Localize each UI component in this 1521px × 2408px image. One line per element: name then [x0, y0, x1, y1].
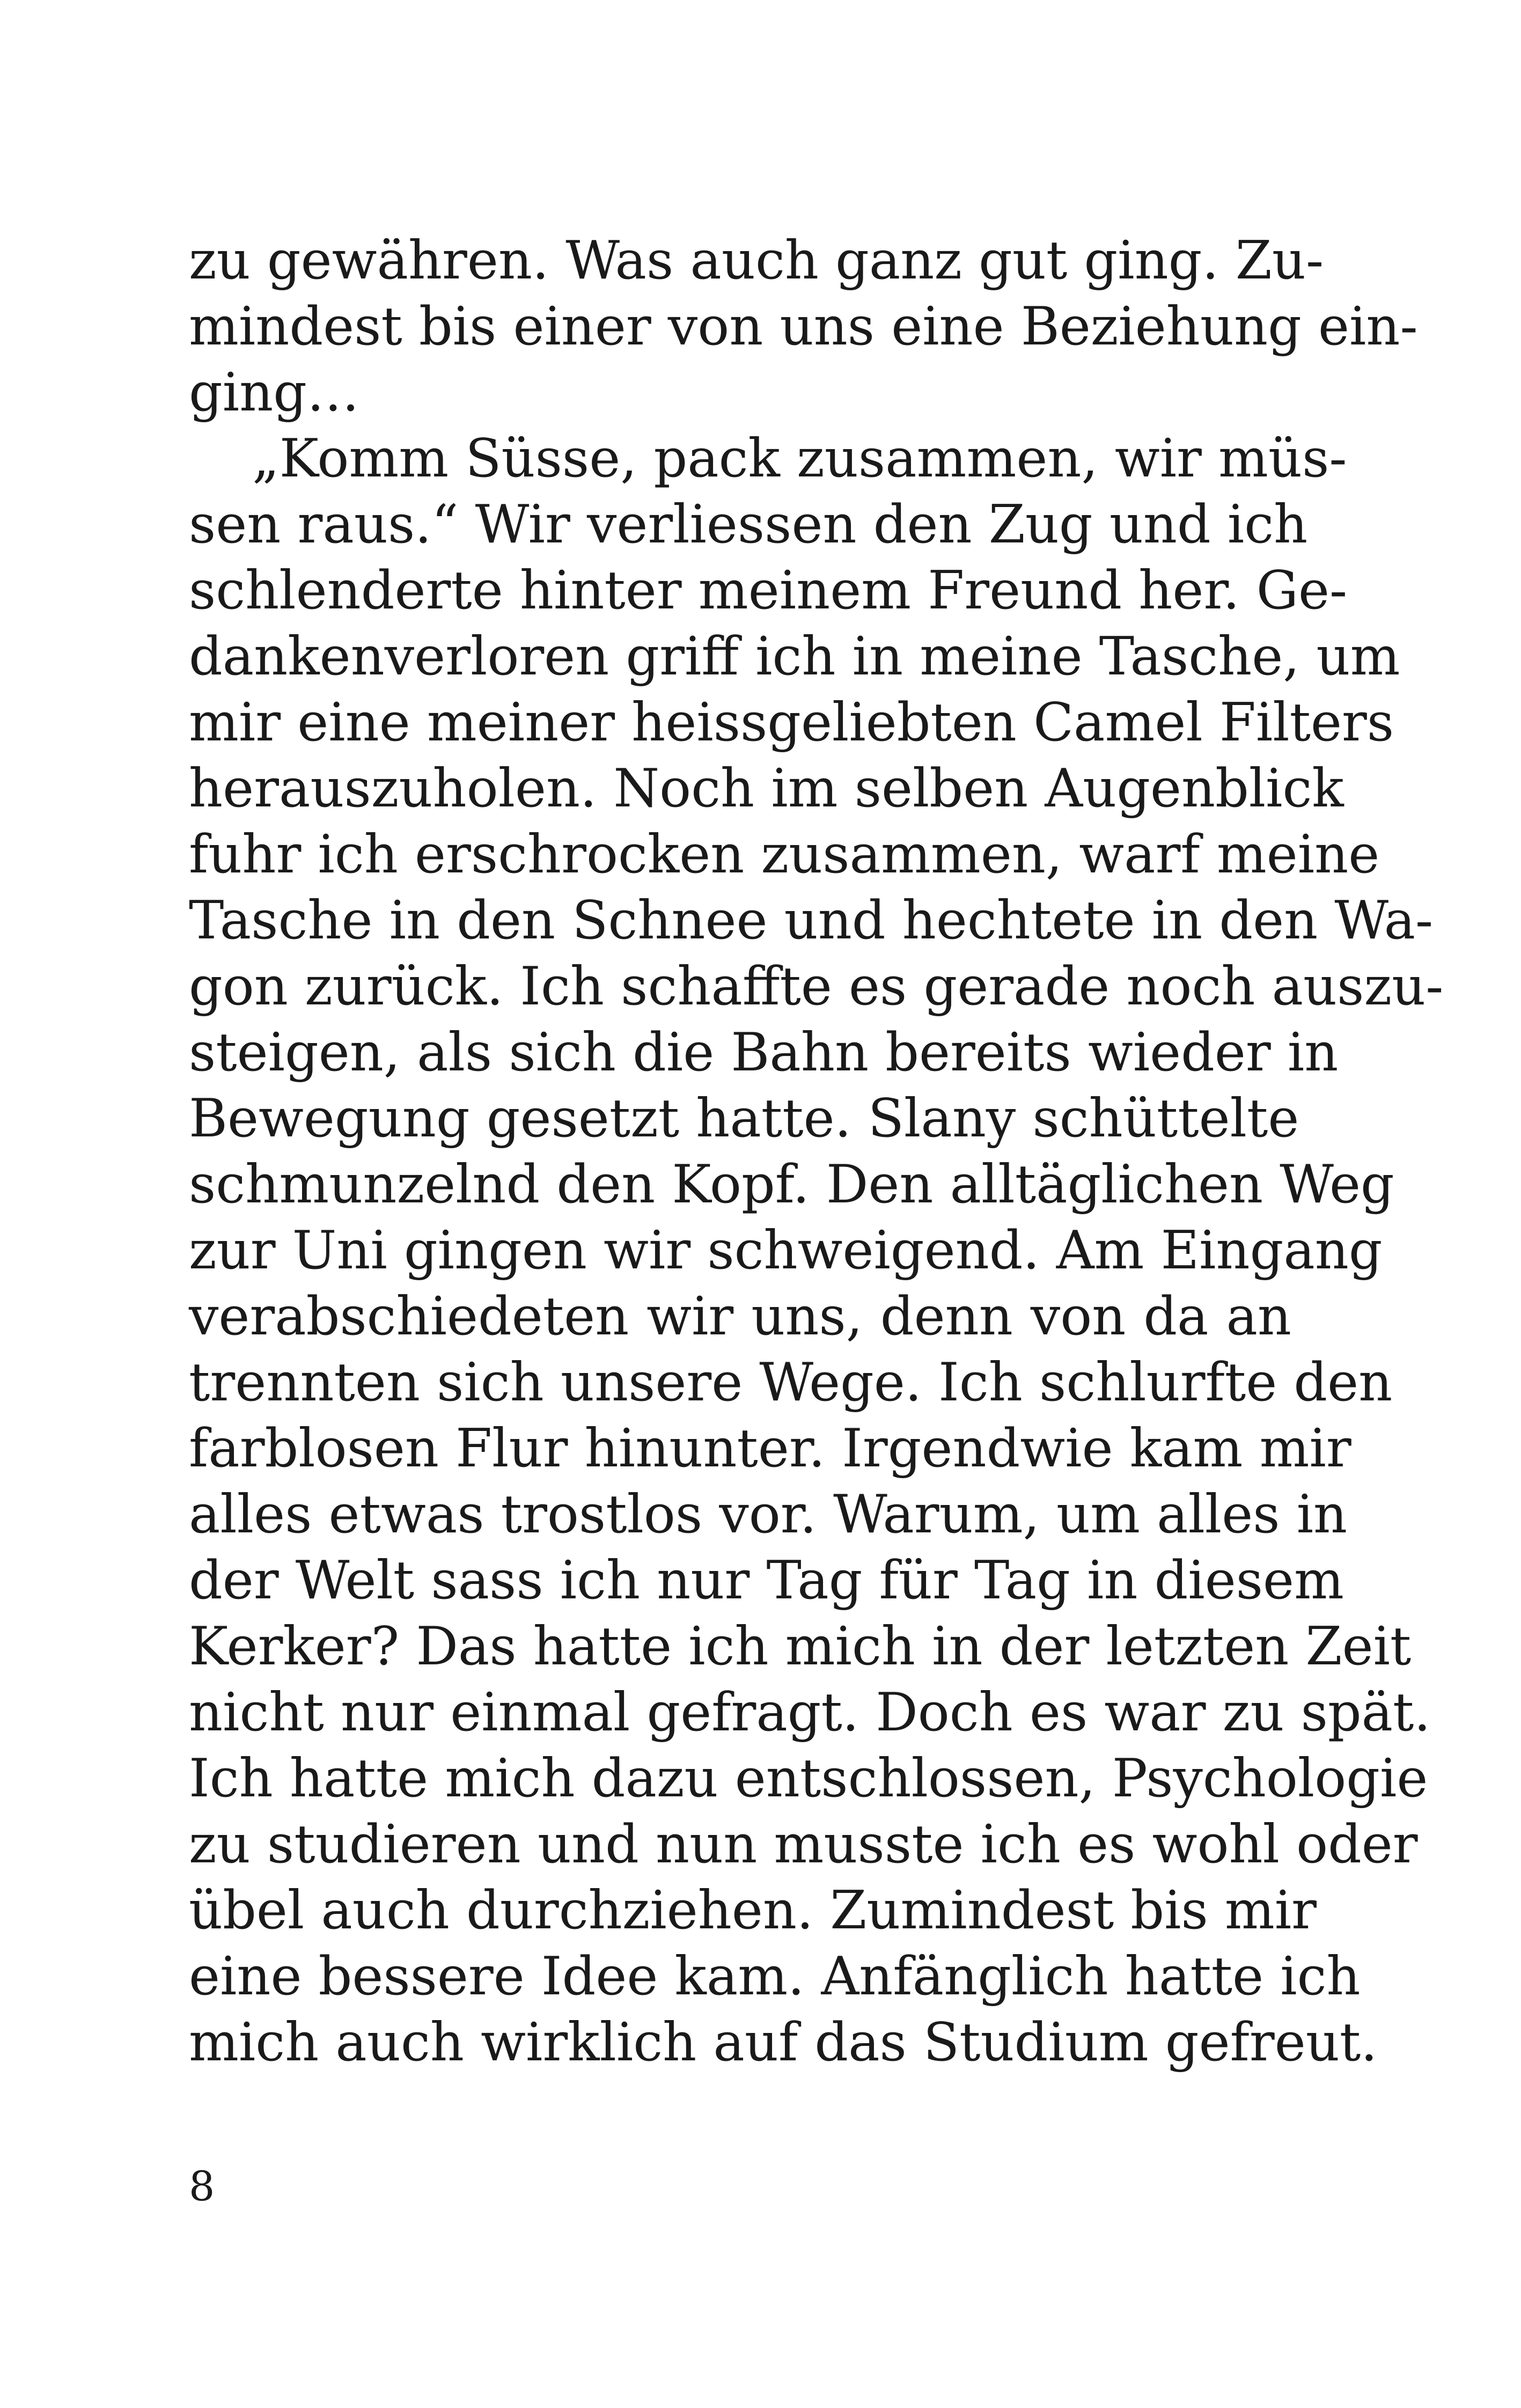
- text-line: alles etwas trostlos vor. Warum, um alles in: [189, 1484, 1348, 1545]
- text-line: zu studieren und nun musste ich es wohl oder: [189, 1814, 1418, 1875]
- text-line: eine bessere Idee kam. Anfänglich hatte ich: [189, 1946, 1361, 2007]
- text-line: fuhr ich erschrocken zusammen, warf meine: [189, 824, 1380, 885]
- text-line: übel auch durchziehen. Zumindest bis mir: [189, 1880, 1317, 1941]
- text-line: zu gewähren. Was auch ganz gut ging. Zu-: [189, 230, 1324, 291]
- text-line: zur Uni gingen wir schweigend. Am Eingang: [189, 1220, 1383, 1281]
- text-line: Kerker? Das hatte ich mich in der letzten Zeit: [189, 1616, 1412, 1677]
- text-line: farblosen Flur hinunter. Irgendwie kam mir: [189, 1418, 1351, 1479]
- text-line: „Komm Süsse, pack zusammen, wir müs-: [252, 428, 1347, 489]
- text-line: mich auch wirklich auf das Studium gefreut.: [189, 2012, 1378, 2073]
- text-line: dankenverloren griff ich in meine Tasche, um: [189, 626, 1400, 687]
- text-line: der Welt sass ich nur Tag für Tag in diesem: [189, 1550, 1344, 1611]
- text-line: herauszuholen. Noch im selben Augenblick: [189, 758, 1344, 819]
- text-line: gon zurück. Ich schaffte es gerade noch auszu-: [189, 956, 1444, 1017]
- text-line: Ich hatte mich dazu entschlossen, Psychologie: [189, 1748, 1428, 1809]
- page-number: 8: [189, 2162, 215, 2210]
- text-line: sen raus.“ Wir verliessen den Zug und ich: [189, 494, 1308, 555]
- text-line: mindest bis einer von uns eine Beziehung ein-: [189, 296, 1418, 357]
- text-line: trennten sich unsere Wege. Ich schlurfte den: [189, 1352, 1393, 1413]
- text-line: schlenderte hinter meinem Freund her. Ge-: [189, 560, 1348, 621]
- text-line: schmunzelnd den Kopf. Den alltäglichen Weg: [189, 1154, 1394, 1215]
- body-text: [189, 228, 1444, 2076]
- text-line: verabschiedeten wir uns, denn von da an: [189, 1286, 1291, 1347]
- text-line: mir eine meiner heissgeliebten Camel Filters: [189, 692, 1394, 753]
- text-line: ging…: [189, 362, 359, 423]
- text-line: Tasche in den Schnee und hechtete in den Wa-: [189, 890, 1434, 951]
- text-line: steigen, als sich die Bahn bereits wieder in: [189, 1022, 1339, 1083]
- text-line: nicht nur einmal gefragt. Doch es war zu spät.: [189, 1682, 1431, 1743]
- text-line: Bewegung gesetzt hatte. Slany schüttelte: [189, 1088, 1299, 1149]
